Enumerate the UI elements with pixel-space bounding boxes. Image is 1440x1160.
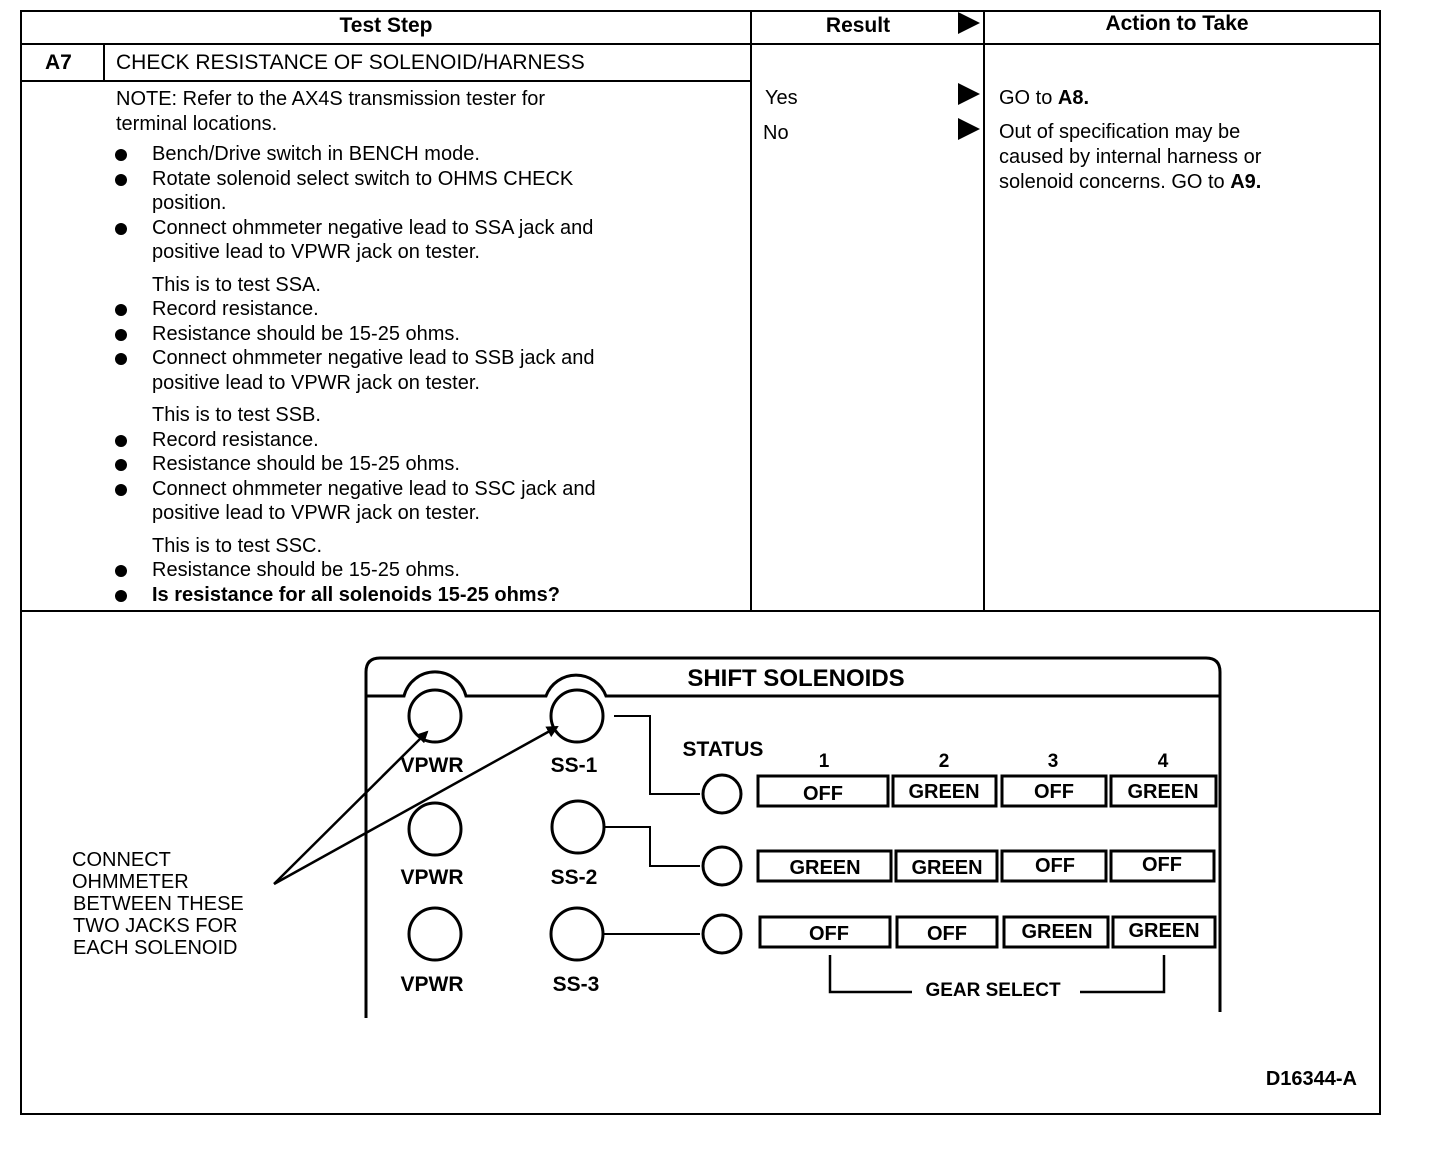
header-result: Result	[825, 14, 891, 37]
action-no-line-2: caused by internal harness or	[999, 146, 1262, 168]
list-item: Rotate solenoid select switch to OHMS CHECK position.	[115, 167, 596, 216]
ss2-jack	[552, 801, 604, 853]
state-label: GREEN	[1128, 920, 1200, 942]
list-item: Record resistance.	[115, 428, 596, 453]
callout-line-4: TWO JACKS FOR	[73, 915, 238, 937]
ss1-jack	[551, 690, 603, 742]
gear-number-4: 4	[1157, 751, 1169, 772]
action-no-prefix: solenoid concerns. GO to	[999, 171, 1231, 193]
state-label: GREEN	[911, 857, 983, 879]
note-line-2: terminal locations.	[116, 113, 278, 135]
callout-line-2: OHMMETER	[72, 871, 189, 893]
state-label: OFF	[1035, 855, 1075, 877]
list-item: Resistance should be 15-25 ohms.	[115, 322, 596, 347]
action-no-line-1: Out of specification may be	[999, 121, 1241, 143]
ss1-label: SS-1	[550, 754, 598, 777]
list-item: Connect ohmmeter negative lead to SSC jack and positive lead to VPWR jack on tester.	[115, 477, 596, 526]
figure-id: D16344-A	[1265, 1068, 1357, 1090]
callout-line-5: EACH SOLENOID	[73, 937, 238, 959]
vpwr-label-3: VPWR	[400, 973, 464, 996]
ss2-label: SS-2	[550, 866, 598, 889]
note-line-1: NOTE: Refer to the AX4S transmission tester for	[116, 88, 546, 110]
state-label: OFF	[803, 783, 843, 805]
panel-title: SHIFT SOLENOIDS	[687, 665, 905, 692]
vpwr-jack-3	[409, 908, 461, 960]
status-lamp-2	[703, 847, 741, 885]
action-no-target: A9.	[1230, 171, 1262, 193]
header-test-step: Test Step	[339, 14, 433, 37]
state-label: OFF	[809, 923, 849, 945]
vpwr-jack-2	[409, 803, 461, 855]
panel-outline	[366, 658, 1220, 1018]
ss3-label: SS-3	[552, 973, 600, 996]
status-lamp-1	[703, 775, 741, 813]
callout-line-1: CONNECT	[72, 849, 171, 871]
ss2-wire	[604, 827, 700, 866]
result-yes: Yes	[765, 87, 798, 109]
list-item-question: Is resistance for all solenoids 15-25 ohms?	[115, 583, 596, 608]
state-label: OFF	[1034, 781, 1074, 803]
state-label: GREEN	[1021, 921, 1093, 943]
list-item: Connect ohmmeter negative lead to SSA jack and positive lead to VPWR jack on tester.	[115, 216, 596, 265]
step-title: CHECK RESISTANCE OF SOLENOID/HARNESS	[116, 51, 585, 74]
test-note: This is to test SSB.	[152, 404, 321, 426]
action-yes-target: A8.	[1057, 87, 1090, 109]
ss3-jack	[551, 908, 603, 960]
test-note: This is to test SSA.	[152, 273, 321, 296]
gear-number-2: 2	[938, 751, 950, 772]
callout-line-3: BETWEEN THESE	[73, 893, 244, 915]
step-id: A7	[45, 51, 72, 74]
action-yes-prefix: GO to	[999, 87, 1058, 109]
status-lamp-3	[703, 915, 741, 953]
list-item: Bench/Drive switch in BENCH mode.	[115, 142, 596, 167]
result-no: No	[763, 122, 789, 144]
state-label: GREEN	[908, 781, 980, 803]
list-item: Resistance should be 15-25 ohms.	[115, 452, 596, 477]
gear-select-label: GEAR SELECT	[925, 980, 1061, 1001]
state-label: OFF	[927, 923, 967, 945]
state-label: OFF	[1142, 854, 1182, 876]
list-item: Resistance should be 15-25 ohms.	[115, 558, 596, 583]
list-item: Record resistance.	[115, 297, 596, 322]
gear-number-3: 3	[1047, 751, 1059, 772]
test-note: This is to test SSC.	[152, 534, 323, 557]
callout-arrow-vpwr	[274, 732, 427, 884]
header-action: Action to Take	[1105, 12, 1249, 35]
status-label: STATUS	[682, 738, 764, 761]
vpwr-jack-1	[409, 690, 461, 742]
list-item: Connect ohmmeter negative lead to SSB jack and positive lead to VPWR jack on tester.	[115, 346, 596, 395]
state-label: GREEN	[1127, 781, 1199, 803]
callout-arrow-ss	[274, 727, 557, 884]
vpwr-label-2: VPWR	[400, 866, 464, 889]
state-label: GREEN	[789, 857, 861, 879]
gear-number-1: 1	[818, 751, 830, 772]
vpwr-label-1: VPWR	[400, 754, 464, 777]
